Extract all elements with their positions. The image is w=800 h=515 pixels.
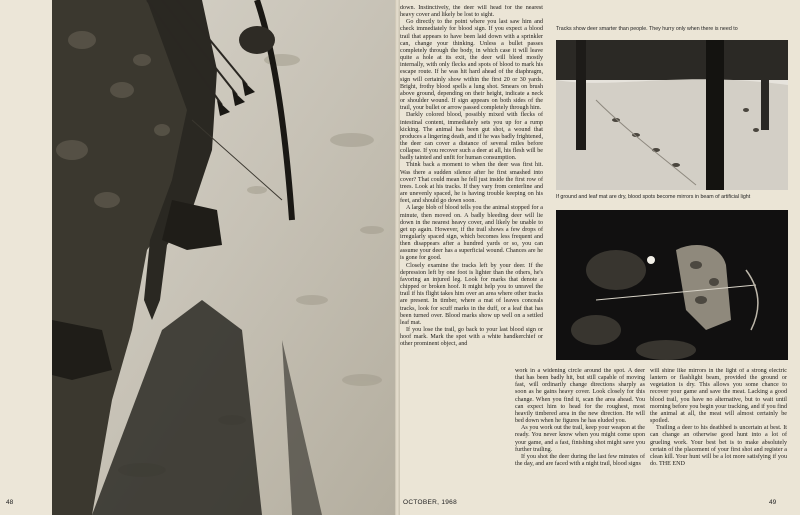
issue-date: OCTOBER, 1968 <box>403 499 457 506</box>
bowhunter-photo-icon <box>52 0 395 515</box>
paragraph: Darkly colored blood, possibly mixed with flecks of intestinal content, immediately sets you up for a rump kicking. The animal has been gut shot, a wound that produces a lingering death, and if he was badly frightened, the deer can cover a distance of several miles before collapse. If you recover such a deer at all, his flesh will be badly tainted and unfit for human consumption. <box>400 112 543 162</box>
tracks-in-snow-photo <box>556 40 788 190</box>
lantern-photo-icon <box>556 210 788 360</box>
page-number-right: 49 <box>769 499 777 506</box>
photo-caption-top: Tracks show deer smarter than people. They hurry only when there is need to <box>556 26 738 32</box>
paragraph: work in a widening circle around the spot. A deer that has been badly hit, but still capable of moving fast, will ordinarily change directions sharply as soon as he gains heavy cover. Look closely for this change. When you find it, scan the area ahead. You can expect him to head for the roughest, most heavily timbered area in the new direction. He will bed down when he figures he has eluded you. <box>515 368 645 425</box>
paragraph: A large blob of blood tells you the animal stopped for a minute, then moved on. A badly bleeding deer will lie down in the nearest heavy cover, and likely be unable to get up again. However, if the trail shows a few drops of irregularly spaced sign, which becomes less frequent and then disappears after a hundred yards or so, you can assume your deer has a superficial wound. Chances are he is gone for good. <box>400 205 543 262</box>
paragraph: If you shot the deer during the last few minutes of the day, and are faced with a night trail, blood signs <box>515 453 645 468</box>
paragraph: As you work out the trail, keep your weapon at the ready. You never know when you might come upon your game, and a fast, finishing shot might save you further trailing. <box>515 425 645 453</box>
tracks-photo-icon <box>556 40 788 190</box>
article-column-2 <box>515 368 645 502</box>
paragraph: Closely examine the tracks left by your deer. If the depression left by one foot is lighter than the others, he's favoring an injured leg. Look for marks that denote a chipped or broken hoof. It might help you to unravel the trail if his flight takes him over an area where other tracks are present. In timber, where a mat of leaves conceals tracks, look for scuff marks in the duff, or a leaf that has been turned over. Blood marks show up well on a settled leaf mat. <box>400 262 543 326</box>
page-number-left: 48 <box>6 499 14 506</box>
photo-caption-middle: If ground and leaf mat are dry, blood spots become mirrors in beam of artificial light <box>556 194 751 200</box>
bowhunter-photo <box>52 0 395 515</box>
paragraph: Think back a moment to when the deer was first hit. Was there a sudden silence after he first smashed into cover? That could mean he fell just inside the first row of trees. Look at his tracks. If they vary from centerline and are unevenly spaced, he is having trouble keeping on his feet, and should go down soon. <box>400 162 543 205</box>
paragraph: Go directly to the point where you last saw him and check immediately for blood sign. If you expect a blood trail that appears to have been laid down with a sprinkler can, change your thinking. Unless a bullet passes completely through the body, in which case it will leave quite a hole at its exit, the deer will bleed mostly internally, with only flecks and spots of blood to mark his escape route. If he was hit hard ahead of the diaphragm, sign will certainly show within the first 20 or 30 yards. Bright, frothy blood spells a lung shot. Smears on brush above ground, depending on their height, indicate a neck or shoulder wound. If sign appears on both sides of the trail, your bullet or arrow passed completely through him. <box>400 19 543 112</box>
paragraph: If you lose the trail, go back to your last blood sign or hoof mark. Mark the spot with a white handkerchief or other prominent object, and <box>400 327 543 348</box>
article-column-3 <box>650 368 787 502</box>
night-lantern-photo <box>556 210 788 360</box>
paragraph: will shine like mirrors in the light of a strong electric lantern or flashlight beam, provided the ground or vegetation is dry. This allows you some chance to recover your game and save the meat. Lacking a good blood trail, you have no alternative, but to wait until morning before you begin your tracking, and if you find the animal at all, the meat will almost certainly be spoiled. <box>650 368 787 425</box>
paragraph: down. Instinctively, the deer will head for the nearest heavy cover and likely be lost to sight. <box>400 5 543 19</box>
paragraph: Trailing a deer to his deathbed is uncertain at best. It can change an otherwise good hunt into a lot of grueling work. Your best bet is to make absolutely certain of the placement of your first shot and register a clean kill. Your hunt will be a lot more satisfying if you do. THE END <box>650 425 787 468</box>
